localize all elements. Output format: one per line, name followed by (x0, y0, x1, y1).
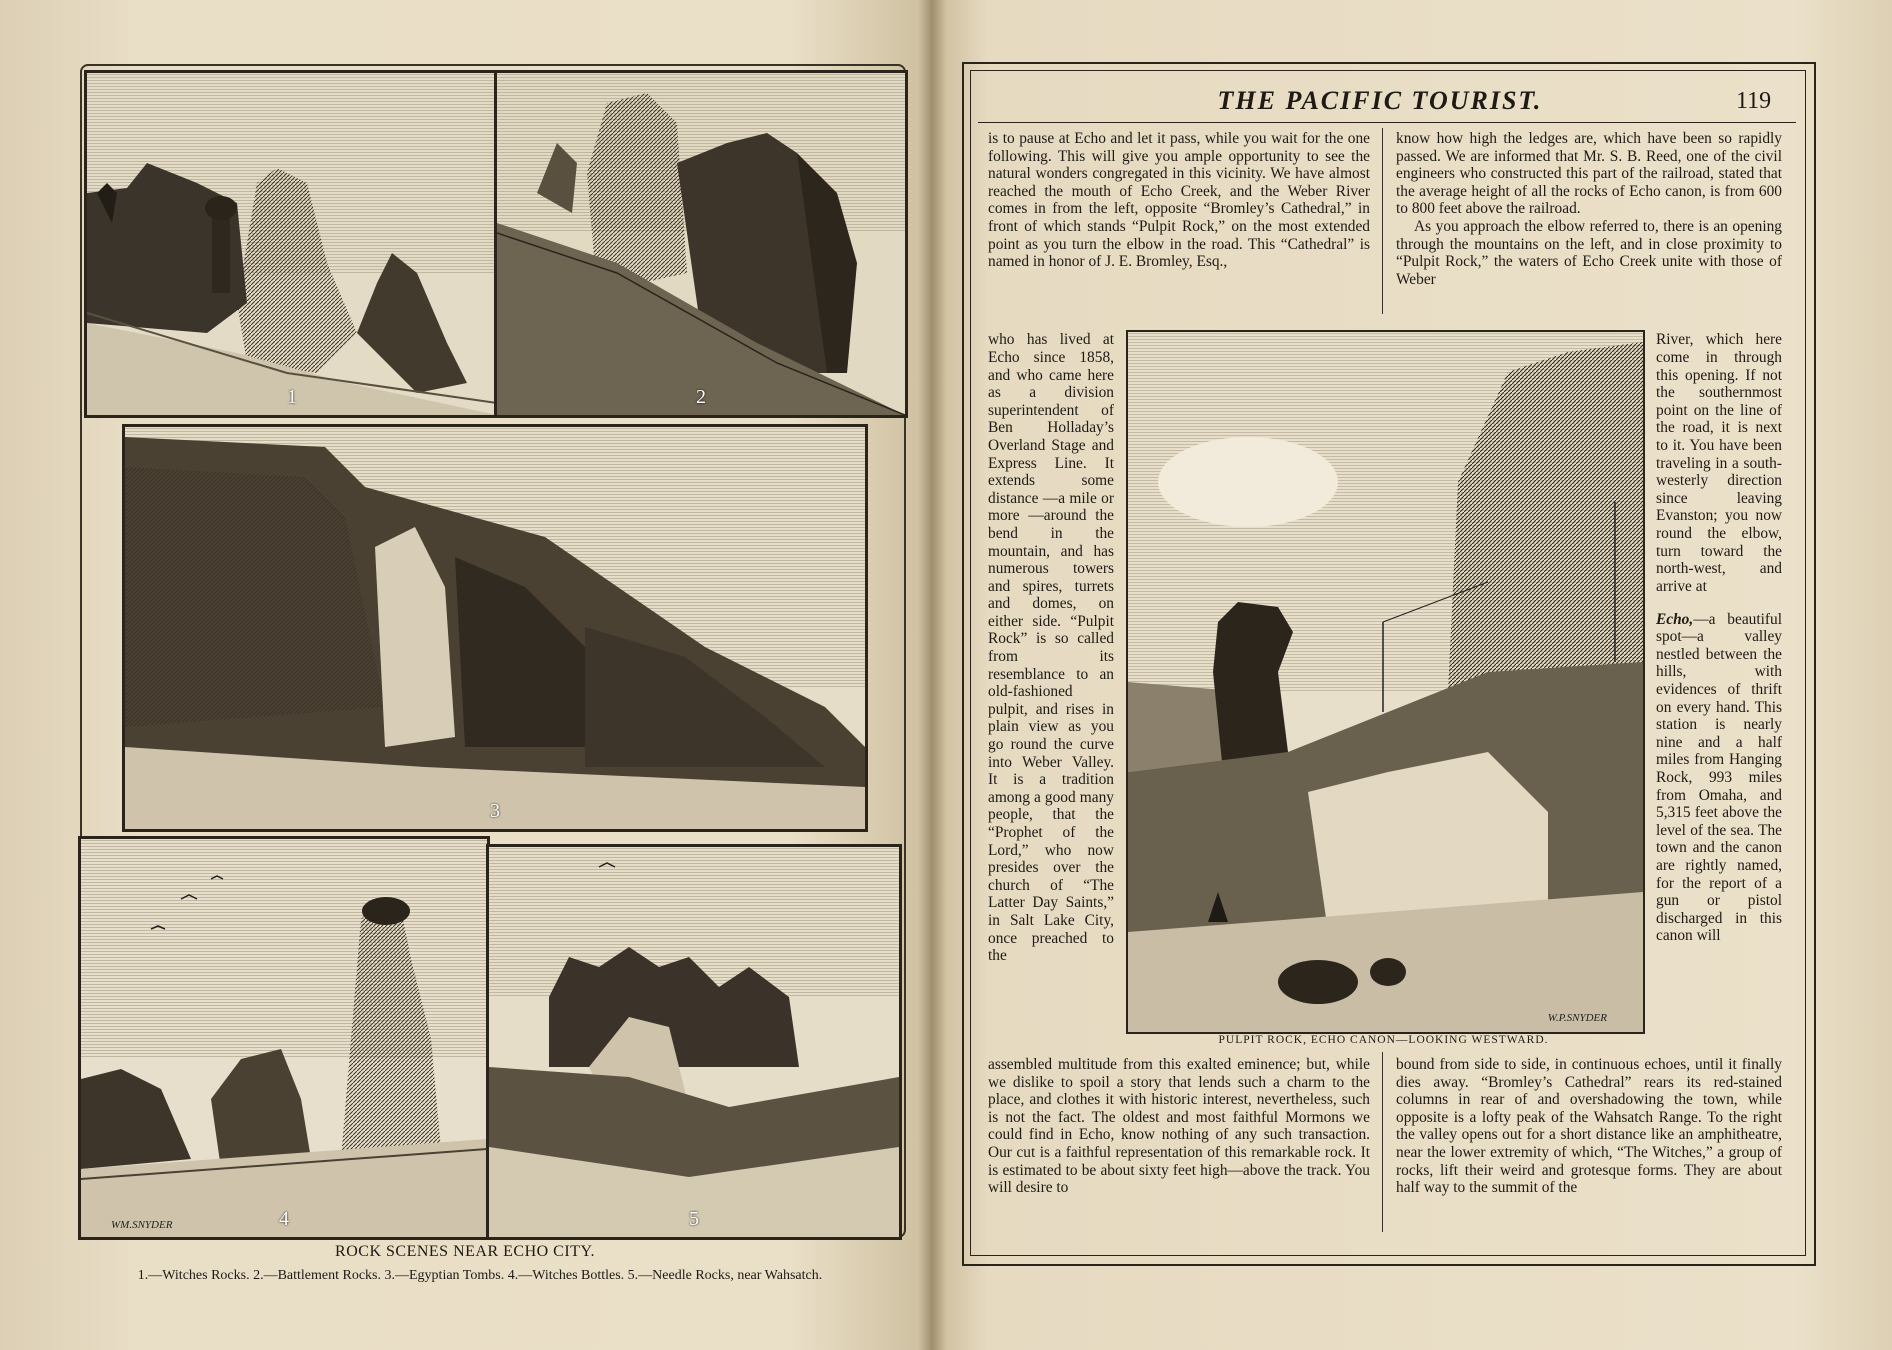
plate-battlement-rocks (494, 70, 908, 418)
paragraph: know how high the ledges are, which have been so rapidly passed. We are informed that Mr. S. B. Reed, one of the civil engineers who constructed this part of the railroad, stated that the average height of all the rocks of Echo canon, is from 600 to 800 feet above the railroad. (1396, 130, 1782, 218)
artist-signature: WM.SNYDER (111, 1219, 173, 1231)
column-1-bottom (988, 1056, 1370, 1197)
running-head: THE PACIFIC TOURIST. (1217, 86, 1543, 115)
paragraph (1656, 611, 1782, 945)
right-narrow-column (1656, 316, 1782, 960)
column-2-top (1396, 130, 1782, 288)
paragraph: is to pause at Echo and let it pass, while you wait for the one following. This will give you ample opportunity to see the natural wonders congregated in this vicinity. We have almost reached the mouth of Echo Creek, and the Weber River comes in from the left, opposite “Bromley’s Cathedral,” in front of which stands “Pulpit Rock,” on the most extended point as you turn the elbow in the road. This “Cathedral” is named in honor of J. E. Bromley, Esq., (988, 130, 1370, 271)
plate-needle-rocks (486, 844, 902, 1240)
left-page-caption-title: ROCK SCENES NEAR ECHO CITY. (335, 1243, 595, 1260)
plate-egyptian-tombs (122, 424, 868, 832)
plate-number: 4 (279, 1208, 289, 1230)
column-divider (1382, 128, 1383, 314)
left-narrow-column (988, 316, 1114, 980)
column-2-bottom (1396, 1056, 1782, 1197)
column-1-top (988, 130, 1370, 271)
pulpit-rock-illustration (1126, 330, 1645, 1034)
plate-number: 1 (287, 386, 297, 408)
left-page-caption-list: 1.—Witches Rocks. 2.—Battlement Rocks. 3.—Egyptian Tombs. 4.—Witches Bottles. 5.—Needle Rocks, near Wahsatch. (137, 1268, 823, 1283)
paragraph: River, which here come in through this opening. If not the southernmost point on the line of the road, it is next to it. You have been traveling in a south-westerly direction since leaving Evanston; you now round the elbow, turn toward the north-west, and arrive at (1656, 331, 1782, 595)
paragraph: assembled multitude from this exalted eminence; but, while we dislike to spoil a story that lends such a charm to the place, and clothes it with historic interest, nevertheless, such is not the fact. The oldest and most faithful Mormons we could find in Echo, know nothing of any such transaction. Our cut is a faithful representation of this remarkable rock. It is estimated to be about sixty feet high—above the track. You will desire to (988, 1056, 1370, 1197)
header-rule (978, 122, 1796, 123)
plate-witches-bottles (78, 836, 490, 1240)
section-heading-echo: Echo, (1656, 610, 1694, 628)
column-divider (1382, 1052, 1383, 1232)
paragraph-text: —a beautiful spot—a valley nestled between the hills, with evidences of thrift on every hand. This station is nearly nine and a half miles from Hanging Rock, 993 miles from Omaha, and 5,315 feet above the level of the sea. The town and the canon are rightly named, for the report of a gun or pistol discharged in this canon will (1656, 610, 1782, 945)
paragraph: who has lived at Echo since 1858, and who came here as a division superintendent of Ben Holladay’s Overland Stage and Express Line. It extends some distance —a mile or more —around the bend in the mountain, and has numerous towers and spires, turrets and domes, on either side. “Pulpit Rock” is so called from its resemblance to an old-fashioned pulpit, and rises in plain view as you go round the curve into Weber Valley. It is a tradition among a good many people, that the “Prophet of the Lord,” who now presides over the church of “The Latter Day Saints,” in Salt Lake City, once preached to the (988, 331, 1114, 965)
paragraph: bound from side to side, in continuous echoes, until it finally dies away. “Bromley’s Cathedral” rears its red-stained columns in rear of and overshadowing the town, while opposite is a lofty peak of the Wahsatch Range. To the right the valley opens out for a short distance like an amphitheatre, near the lower extremity of which, “The Witches,” a group of rocks, lift their weird and grotesque forms. They are about half way to the summit of the (1396, 1056, 1782, 1197)
book-gutter (918, 0, 946, 1350)
figure-caption: PULPIT ROCK, ECHO CANON—LOOKING WESTWARD. (1218, 1034, 1549, 1046)
plate-number: 3 (490, 800, 500, 822)
plate-number: 5 (689, 1208, 699, 1230)
plate-number: 2 (696, 386, 706, 408)
figure-signature: W.P.SNYDER (1547, 1012, 1607, 1024)
paragraph: As you approach the elbow referred to, there is an opening through the mountains on the left, and in close proximity to “Pulpit Rock,” the waters of Echo Creek unite with those of Weber (1396, 217, 1782, 288)
plate-witches-rocks (84, 70, 500, 418)
page-number: 119 (1736, 88, 1772, 114)
